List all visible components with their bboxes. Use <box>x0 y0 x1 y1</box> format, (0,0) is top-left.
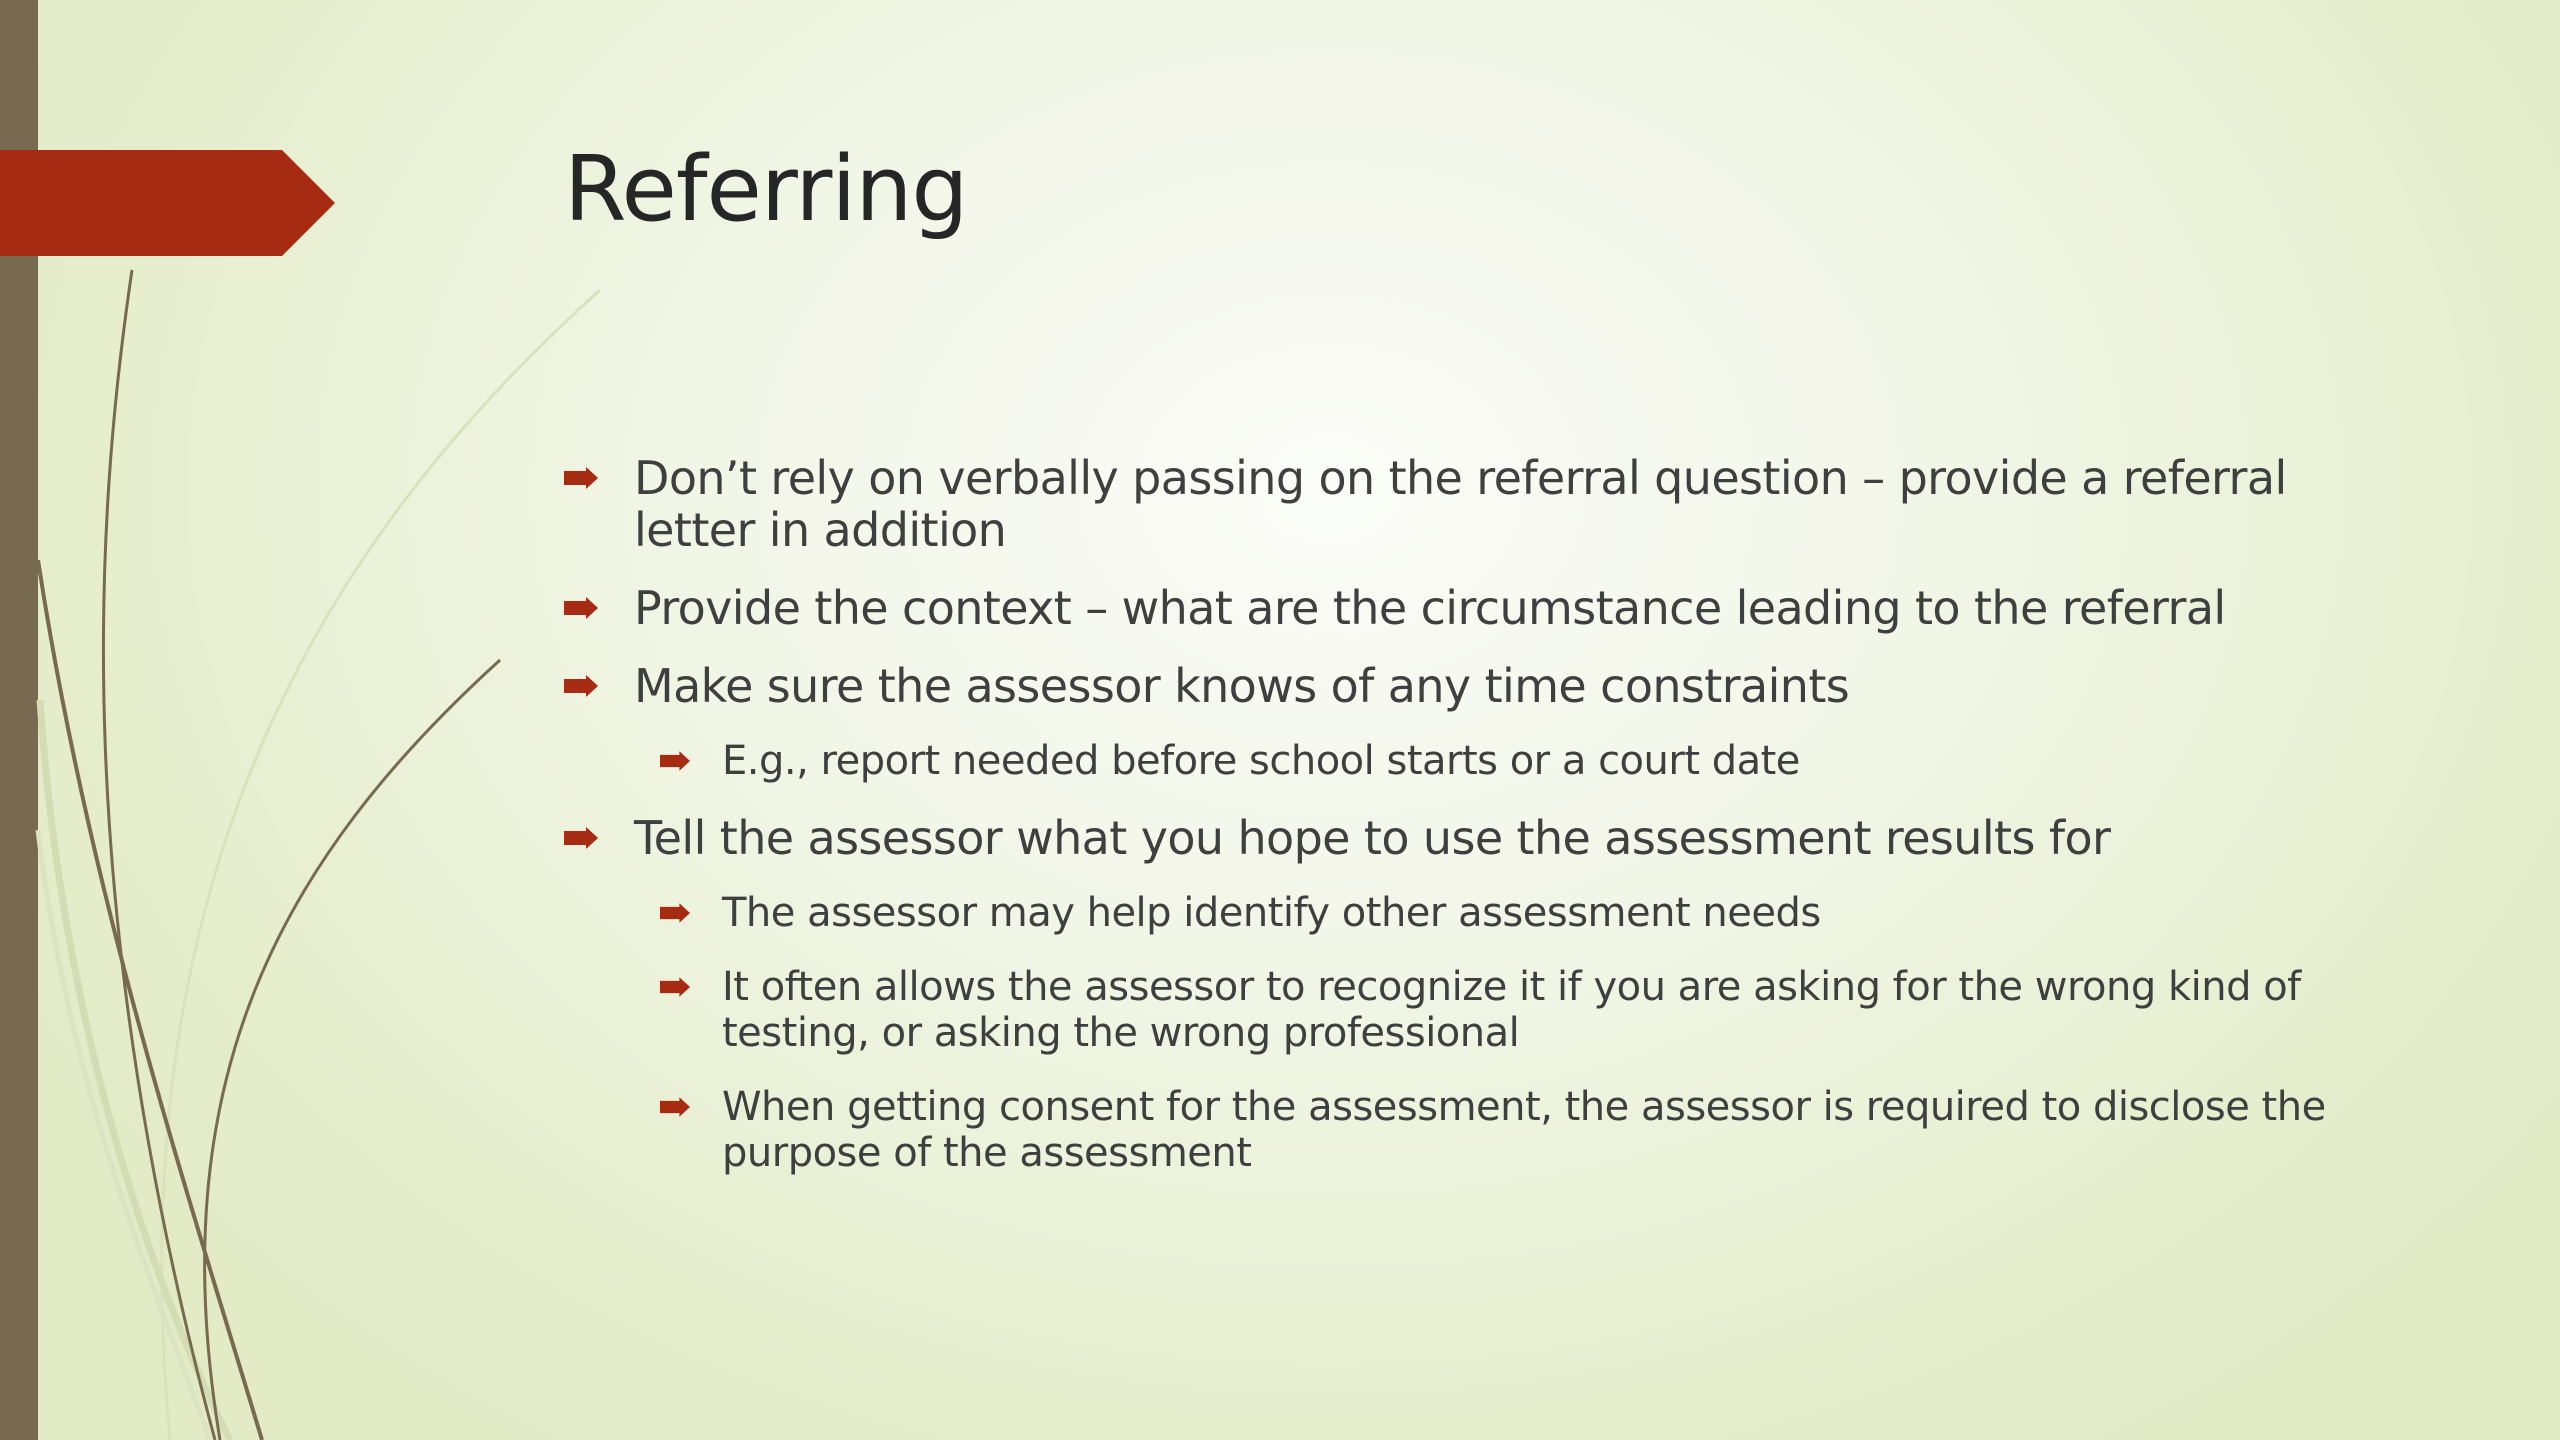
bullet-text: Provide the context – what are the circumstance leading to the referral <box>634 581 2226 635</box>
bullet-text: Make sure the assessor knows of any time constraints <box>634 659 1850 713</box>
arrow-bullet-icon <box>660 977 690 997</box>
arrow-bullet-icon <box>564 827 598 849</box>
arrow-bullet-icon <box>660 1097 690 1117</box>
sub-bullet-item <box>660 890 2404 936</box>
bullet-text: It often allows the assessor to recognize it if you are asking for the wrong kind of testing, or asking the wrong professional <box>722 964 2301 1056</box>
arrow-bullet-icon <box>660 903 690 923</box>
bullet-list <box>564 452 2404 1204</box>
bullet-item <box>564 582 2404 634</box>
bullet-text: The assessor may help identify other assessment needs <box>722 890 1821 936</box>
arrow-bullet-icon <box>564 467 598 489</box>
sub-bullet-item <box>660 964 2404 1056</box>
arrow-bullet-icon <box>564 675 598 697</box>
bullet-item <box>564 812 2404 864</box>
bullet-item <box>564 452 2404 556</box>
bullet-text: E.g., report needed before school starts or a court date <box>722 738 1800 784</box>
sub-bullet-item <box>660 738 2404 784</box>
title-arrow-shape <box>0 150 335 256</box>
bullet-text: Don’t rely on verbally passing on the referral question – provide a referral letter in addition <box>634 451 2287 557</box>
bullet-text: When getting consent for the assessment, the assessor is required to disclose the purpose of the assessment <box>722 1084 2326 1176</box>
arrow-bullet-icon <box>564 597 598 619</box>
slide-title: Referring <box>564 137 968 242</box>
arrow-bullet-icon <box>660 751 690 771</box>
bullet-text: Tell the assessor what you hope to use the assessment results for <box>634 811 2111 865</box>
bullet-item <box>564 660 2404 712</box>
sub-bullet-item <box>660 1084 2404 1176</box>
